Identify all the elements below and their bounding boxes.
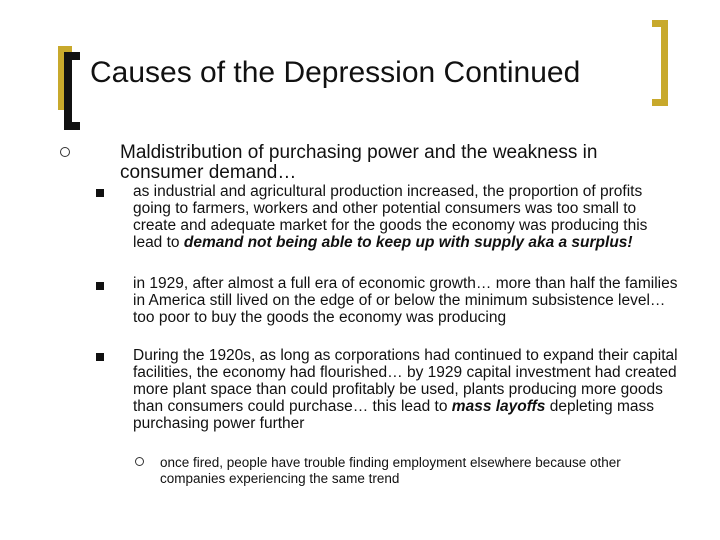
hollow-circle-subbullet-icon bbox=[135, 457, 144, 466]
main-point: Maldistribution of purchasing power and the weakness in consumer demand… bbox=[120, 142, 598, 183]
square-bullet-icon bbox=[96, 189, 104, 197]
slide-title: Causes of the Depression Continued bbox=[90, 56, 581, 89]
bullet-surplus-text: as industrial and agricultural production increased, the proportion of profits going to farmers, workers and other potential consumers was too small to create and adequate market for the goods the economy was producing this lead to bbox=[133, 183, 648, 251]
square-bullet-icon bbox=[96, 282, 104, 290]
bullet-poverty: in 1929, after almost a full era of economic growth… more than half the families in America still lived on the edge of or below the minimum subsistence level… too poor to buy the goods the economy was producing bbox=[133, 275, 678, 326]
bullet-surplus-emphasis: demand not being able to keep up with supply aka a surplus! bbox=[183, 234, 633, 251]
square-bullet-icon bbox=[96, 353, 104, 361]
bullet-layoffs-text: During the 1920s, as long as corporations had continued to expand their capital facilities, the economy had flourished… by 1929 capital investment had created more plant space than could profitably be used, plants producing more goods than consumers could purchase… this lead to bbox=[133, 347, 678, 415]
bullet-layoffs-emphasis: mass layoffs bbox=[451, 398, 546, 415]
bullet-surplus bbox=[133, 183, 678, 251]
sub-bullet-employment: once fired, people have trouble finding employment elsewhere because other companies experiencing the same trend bbox=[160, 455, 621, 486]
hollow-circle-bullet-icon bbox=[60, 147, 70, 157]
bullet-layoffs-text-end: depleting mass purchasing power further bbox=[133, 398, 654, 432]
bullet-layoffs bbox=[133, 347, 678, 432]
